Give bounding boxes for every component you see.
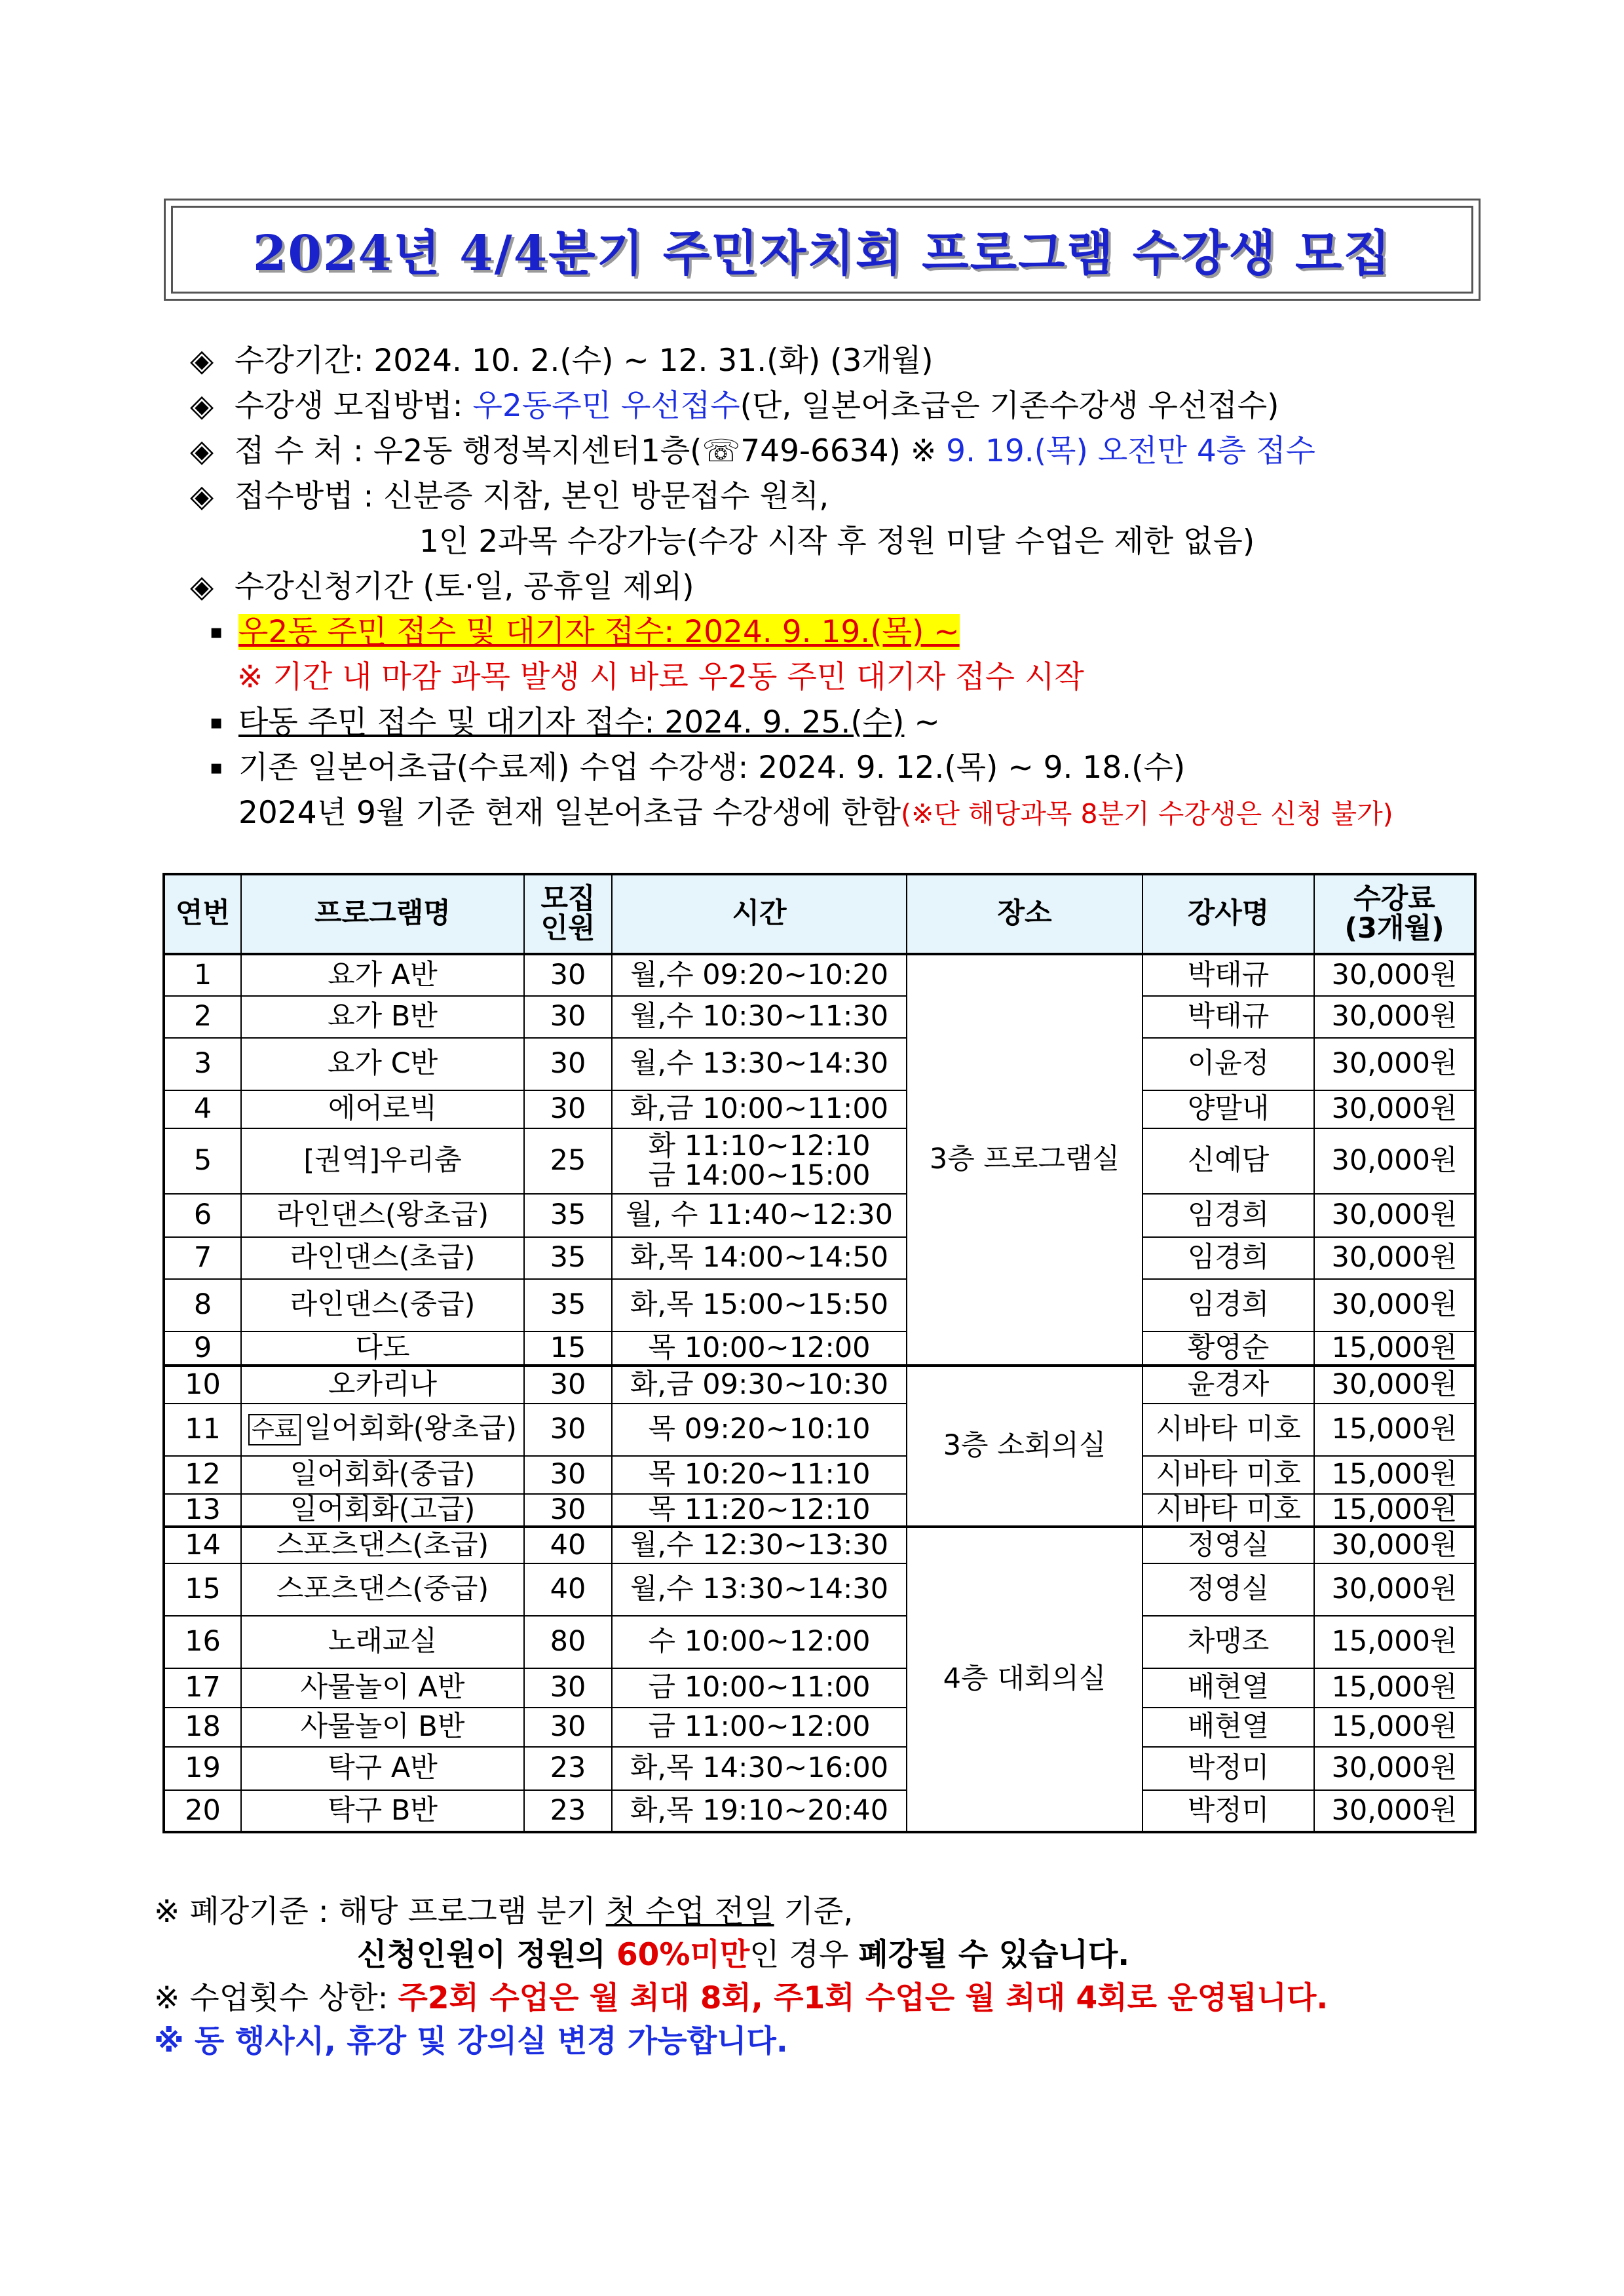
diamond-bullet-icon: ◈ (190, 478, 214, 514)
table-row (164, 1194, 1475, 1237)
cell-time: 월,수 09:20~10:20 (612, 954, 907, 996)
cell-fee: 15,000원 (1314, 1668, 1475, 1708)
cell-capacity: 80 (524, 1616, 612, 1668)
cell-no: 7 (164, 1237, 241, 1279)
cell-fee: 30,000원 (1314, 954, 1475, 996)
cell-program-name: 오카리나 (241, 1366, 524, 1404)
note-closure-2 (154, 1934, 1530, 1977)
cell-fee: 30,000원 (1314, 1194, 1475, 1237)
note-event (154, 2020, 1530, 2063)
cell-program-name: 스포츠댄스(중급) (241, 1563, 524, 1616)
note-mark: ※ (910, 433, 937, 469)
cell-capacity: 15 (524, 1331, 612, 1366)
diamond-bullet-icon: ◈ (190, 433, 214, 469)
table-row (164, 1456, 1475, 1494)
existing-note-warning: (※단 해당과목 8분기 수강생은 신청 불가) (901, 798, 1393, 830)
cell-time: 월, 수 11:40~12:30 (612, 1194, 907, 1237)
resident-note-text: ※ 기간 내 마감 과목 발생 시 바로 우2동 주민 대기자 접수 시작 (237, 659, 1084, 695)
cell-time: 월,수 10:30~11:30 (612, 996, 907, 1038)
cell-no: 20 (164, 1790, 241, 1832)
notes-section (154, 1890, 1530, 2063)
cell-no: 5 (164, 1128, 241, 1194)
square-bullet-icon: ▪ (210, 711, 223, 734)
cell-fee: 15,000원 (1314, 1616, 1475, 1668)
place-text: 접 수 처 : 우2동 행정복지센터1층(☏749-6634) (235, 433, 911, 469)
info-period (190, 338, 1526, 383)
limit-text: 주2회 수업은 월 최대 8회, 주1회 수업은 월 최대 4회로 운영됩니다. (398, 1980, 1329, 2016)
cell-program-name: 요가 B반 (241, 996, 524, 1038)
cell-fee: 30,000원 (1314, 1279, 1475, 1331)
info-resident-note (190, 655, 1526, 700)
table-row (164, 1708, 1475, 1747)
cell-time: 금 11:00~12:00 (612, 1708, 907, 1747)
cell-time: 월,수 13:30~14:30 (612, 1038, 907, 1090)
cell-program-name: 일어회화(중급) (241, 1456, 524, 1494)
cell-teacher: 박태규 (1142, 996, 1314, 1038)
cell-time: 화,목 15:00~15:50 (612, 1279, 907, 1331)
cell-no: 6 (164, 1194, 241, 1237)
closure2-percent: 60%미만 (616, 1937, 750, 1973)
closure-underlined: 첫 수업 전일 (605, 1894, 774, 1930)
cell-no: 11 (164, 1404, 241, 1456)
cell-capacity: 30 (524, 1038, 612, 1090)
cell-teacher: 양말내 (1142, 1090, 1314, 1128)
cell-capacity: 23 (524, 1747, 612, 1790)
recruit-suffix: (단, 일본어초급은 기존수강생 우선접수) (740, 388, 1279, 424)
table-row (164, 1038, 1475, 1090)
info-recruit (190, 383, 1526, 429)
cell-no: 13 (164, 1494, 241, 1527)
cell-fee: 30,000원 (1314, 996, 1475, 1038)
cell-teacher: 배현열 (1142, 1668, 1314, 1708)
cell-teacher: 이윤정 (1142, 1038, 1314, 1090)
method-line1: 접수방법 : 신분증 지참, 본인 방문접수 원칙, (235, 478, 829, 514)
cell-fee: 30,000원 (1314, 1366, 1475, 1404)
closure2-a: 신청인원이 정원의 (357, 1937, 616, 1973)
cell-program-name: 탁구 A반 (241, 1747, 524, 1790)
cell-program-name: 에어로빅 (241, 1090, 524, 1128)
cell-time: 화,목 14:30~16:00 (612, 1747, 907, 1790)
cell-no: 15 (164, 1563, 241, 1616)
cell-no: 4 (164, 1090, 241, 1128)
other-apply-text: 타동 주민 접수 및 대기자 접수: 2024. 9. 25.(수) (238, 704, 905, 740)
limit-label: ※ 수업횟수 상한: (154, 1980, 398, 2016)
cell-place: 4층 대회의실 (907, 1527, 1142, 1832)
table-row (164, 1494, 1475, 1527)
cell-capacity: 30 (524, 1494, 612, 1527)
header-place: 장소 (907, 874, 1142, 954)
completion-badge: 수료 (248, 1414, 301, 1445)
cell-no: 9 (164, 1331, 241, 1366)
cell-place: 3층 프로그램실 (907, 954, 1142, 1366)
cell-program-name: [권역]우리춤 (241, 1128, 524, 1194)
cell-capacity: 35 (524, 1194, 612, 1237)
cell-teacher: 시바타 미호 (1142, 1404, 1314, 1456)
table-row (164, 1128, 1475, 1194)
info-existing-note (190, 790, 1526, 835)
info-apply-period (190, 564, 1526, 609)
title-box (164, 199, 1481, 301)
closure-label: ※ 폐강기준 : 해당 프로그램 분기 (154, 1894, 606, 1930)
cell-teacher: 박정미 (1142, 1747, 1314, 1790)
cell-place: 3층 소회의실 (907, 1366, 1142, 1527)
table-row (164, 1668, 1475, 1708)
info-place (190, 429, 1526, 474)
table-row (164, 1090, 1475, 1128)
page-title: 2024년 4/4분기 주민자치회 프로그램 수강생 모집 (252, 225, 1391, 282)
cell-no: 18 (164, 1708, 241, 1747)
cell-teacher: 박정미 (1142, 1790, 1314, 1832)
square-bullet-icon: ▪ (210, 756, 223, 779)
info-other-apply (190, 700, 1526, 745)
existing-note-text: 2024년 9월 기준 현재 일본어초급 수강생에 한함 (238, 795, 901, 831)
cell-time: 화,목 19:10~20:40 (612, 1790, 907, 1832)
cell-no: 14 (164, 1527, 241, 1563)
cell-capacity: 35 (524, 1279, 612, 1331)
cell-teacher: 시바타 미호 (1142, 1494, 1314, 1527)
cell-capacity: 30 (524, 1456, 612, 1494)
diamond-bullet-icon: ◈ (190, 569, 214, 605)
existing-apply-text: 기존 일본어초급(수료제) 수업 수강생: 2024. 9. 12.(목) ~ 9. 18.(수) (238, 750, 1186, 786)
cell-fee: 30,000원 (1314, 1128, 1475, 1194)
cell-no: 2 (164, 996, 241, 1038)
cell-time: 목 11:20~12:10 (612, 1494, 907, 1527)
header-time: 시간 (612, 874, 907, 954)
cell-capacity: 30 (524, 1668, 612, 1708)
cell-program-name: 사물놀이 B반 (241, 1708, 524, 1747)
cell-fee: 30,000원 (1314, 1090, 1475, 1128)
cell-no: 8 (164, 1279, 241, 1331)
header-teacher: 강사명 (1142, 874, 1314, 954)
program-table (162, 873, 1477, 1833)
closure2-c: 폐강될 수 있습니다. (858, 1937, 1130, 1973)
diamond-bullet-icon: ◈ (190, 388, 214, 424)
cell-capacity: 30 (524, 1708, 612, 1747)
cell-teacher: 윤경자 (1142, 1366, 1314, 1404)
cell-capacity: 25 (524, 1128, 612, 1194)
title-inner-frame (171, 206, 1473, 294)
cell-program-name: 라인댄스(중급) (241, 1279, 524, 1331)
resident-apply-text: 우2동 주민 접수 및 대기자 접수: 2024. 9. 19.(목) ~ (238, 614, 960, 650)
cell-teacher: 임경희 (1142, 1237, 1314, 1279)
table-row (164, 1790, 1475, 1832)
cell-fee: 15,000원 (1314, 1404, 1475, 1456)
table-row (164, 1279, 1475, 1331)
cell-program-name: 라인댄스(왕초급) (241, 1194, 524, 1237)
cell-teacher: 신예담 (1142, 1128, 1314, 1194)
cell-time: 목 10:00~12:00 (612, 1331, 907, 1366)
header-no: 연번 (164, 874, 241, 954)
cell-teacher: 시바타 미호 (1142, 1456, 1314, 1494)
other-apply-tail: ~ (904, 704, 940, 740)
cell-time: 금 10:00~11:00 (612, 1668, 907, 1708)
cell-capacity: 30 (524, 1366, 612, 1404)
cell-fee: 15,000원 (1314, 1456, 1475, 1494)
table-row (164, 1747, 1475, 1790)
apply-period-text: 수강신청기간 (토·일, 공휴일 제외) (235, 569, 694, 605)
table-row (164, 1563, 1475, 1616)
recruit-priority: 우2동주민 우선접수 (472, 388, 740, 424)
cell-capacity: 35 (524, 1237, 612, 1279)
cell-no: 19 (164, 1747, 241, 1790)
cell-fee: 30,000원 (1314, 1038, 1475, 1090)
cell-program-name: 요가 C반 (241, 1038, 524, 1090)
cell-program-name: 라인댄스(초급) (241, 1237, 524, 1279)
table-row (164, 1404, 1475, 1456)
cell-no: 17 (164, 1668, 241, 1708)
cell-capacity: 30 (524, 954, 612, 996)
cell-fee: 15,000원 (1314, 1494, 1475, 1527)
cell-fee: 15,000원 (1314, 1708, 1475, 1747)
cell-program-name: 수료 일어회화(왕초급) (241, 1404, 524, 1456)
header-capacity: 모집 인원 (524, 874, 612, 954)
diamond-bullet-icon: ◈ (190, 343, 214, 379)
cell-fee: 15,000원 (1314, 1331, 1475, 1366)
cell-no: 1 (164, 954, 241, 996)
cell-time: 목 10:20~11:10 (612, 1456, 907, 1494)
cell-teacher: 임경희 (1142, 1194, 1314, 1237)
table-row (164, 1527, 1475, 1563)
cell-capacity: 30 (524, 1404, 612, 1456)
cell-capacity: 23 (524, 1790, 612, 1832)
cell-time: 화,금 10:00~11:00 (612, 1090, 907, 1128)
cell-capacity: 30 (524, 996, 612, 1038)
method-line2: 1인 2과목 수강가능(수강 시작 후 정원 미달 수업은 제한 없음) (419, 524, 1255, 560)
cell-teacher: 임경희 (1142, 1279, 1314, 1331)
note-limit (154, 1977, 1530, 2020)
cell-fee: 30,000원 (1314, 1527, 1475, 1563)
recruit-label: 수강생 모집방법: (235, 388, 473, 424)
cell-time: 월,수 13:30~14:30 (612, 1563, 907, 1616)
closure-suffix: 기준, (774, 1894, 854, 1930)
cell-fee: 30,000원 (1314, 1747, 1475, 1790)
table-row (164, 954, 1475, 996)
closure2-b: 인 경우 (749, 1937, 859, 1973)
cell-teacher: 정영실 (1142, 1563, 1314, 1616)
table-row (164, 1237, 1475, 1279)
cell-capacity: 40 (524, 1527, 612, 1563)
cell-teacher: 배현열 (1142, 1708, 1314, 1747)
cell-program-name: 사물놀이 A반 (241, 1668, 524, 1708)
note-closure (154, 1890, 1530, 1934)
cell-no: 16 (164, 1616, 241, 1668)
cell-program-name: 탁구 B반 (241, 1790, 524, 1832)
cell-program-name: 노래교실 (241, 1616, 524, 1668)
cell-fee: 30,000원 (1314, 1563, 1475, 1616)
table-row (164, 1616, 1475, 1668)
cell-program-name: 일어회화(고급) (241, 1494, 524, 1527)
table-row (164, 996, 1475, 1038)
cell-time: 월,수 12:30~13:30 (612, 1527, 907, 1563)
event-text: ※ 동 행사시, 휴강 및 강의실 변경 가능합니다. (154, 2023, 788, 2059)
cell-time: 화,금 09:30~10:30 (612, 1366, 907, 1404)
header-program: 프로그램명 (241, 874, 524, 954)
info-resident-apply (190, 609, 1526, 655)
info-method (190, 474, 1526, 519)
cell-teacher: 황영순 (1142, 1331, 1314, 1366)
info-method-2 (190, 519, 1526, 564)
cell-capacity: 30 (524, 1090, 612, 1128)
place-note: 9. 19.(목) 오전만 4층 접수 (936, 433, 1315, 469)
info-existing-apply (190, 745, 1526, 790)
cell-no: 12 (164, 1456, 241, 1494)
cell-program-name: 스포츠댄스(초급) (241, 1527, 524, 1563)
period-text: 수강기간: 2024. 10. 2.(수) ~ 12. 31.(화) (3개월) (235, 343, 934, 379)
cell-teacher: 박태규 (1142, 954, 1314, 996)
table-row (164, 1331, 1475, 1366)
cell-no: 3 (164, 1038, 241, 1090)
cell-time: 화 11:10~12:10 금 14:00~15:00 (612, 1128, 907, 1194)
cell-program-name: 요가 A반 (241, 954, 524, 996)
header-fee: 수강료 (3개월) (1314, 874, 1475, 954)
cell-time: 화,목 14:00~14:50 (612, 1237, 907, 1279)
table-header-row (164, 874, 1475, 954)
cell-teacher: 정영실 (1142, 1527, 1314, 1563)
cell-capacity: 40 (524, 1563, 612, 1616)
cell-no: 10 (164, 1366, 241, 1404)
cell-program-name: 다도 (241, 1331, 524, 1366)
cell-fee: 30,000원 (1314, 1237, 1475, 1279)
cell-time: 목 09:20~10:10 (612, 1404, 907, 1456)
info-section (190, 338, 1526, 835)
square-bullet-icon: ▪ (210, 621, 223, 643)
cell-time: 수 10:00~12:00 (612, 1616, 907, 1668)
cell-teacher: 차맹조 (1142, 1616, 1314, 1668)
table-row (164, 1366, 1475, 1404)
cell-fee: 30,000원 (1314, 1790, 1475, 1832)
